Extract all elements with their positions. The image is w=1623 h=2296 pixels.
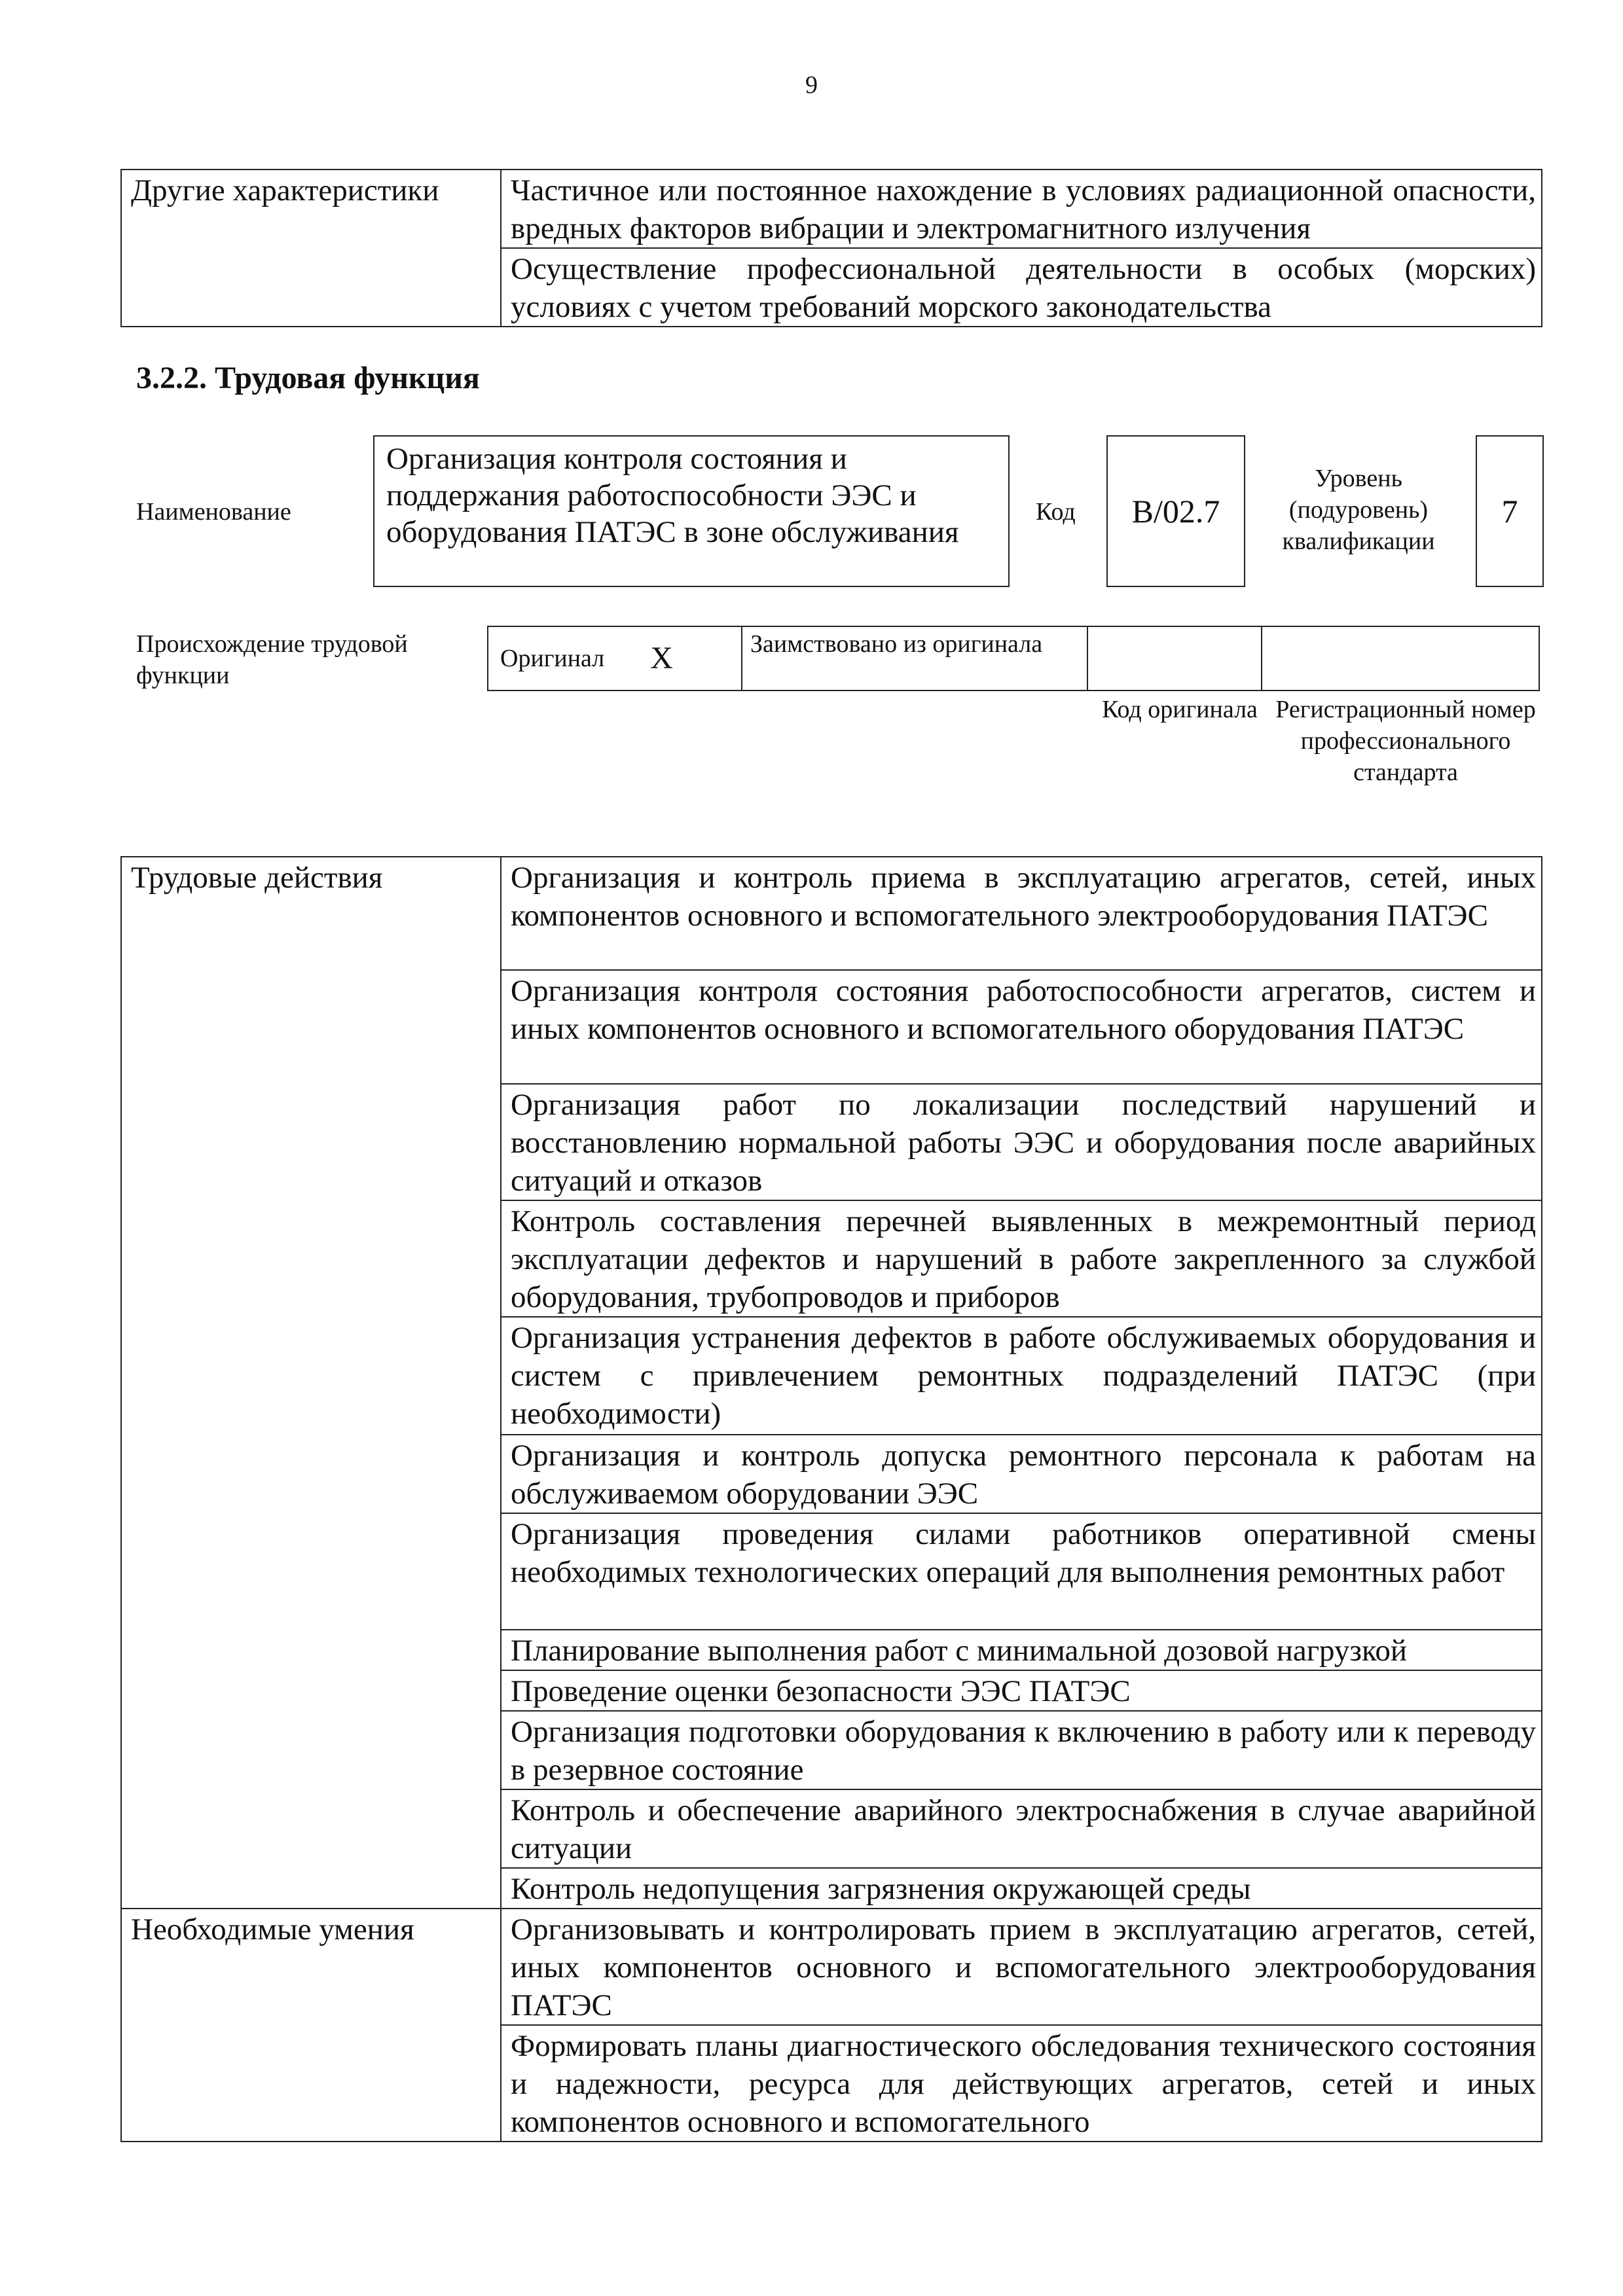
section-heading: 3.2.2. Трудовая функция: [136, 361, 480, 395]
original-cell: [487, 626, 742, 691]
level-label-line: квалификации: [1282, 528, 1435, 555]
labor-action-item: Контроль и обеспечение аварийного электроснабжения в случае аварийной ситуации: [501, 1789, 1542, 1868]
required-skills-label: Необходимые умения: [121, 1909, 501, 2142]
page-number: 9: [805, 71, 818, 99]
function-name-box: Организация контроля состояния и поддержания работоспособности ЭЭС и оборудования ПАТЭС в зоне обслуживания: [373, 435, 1010, 587]
labor-action-item: Планирование выполнения работ с минимальной дозовой нагрузкой: [501, 1630, 1542, 1670]
borrowed-cell: Заимствовано из оригинала: [741, 626, 1088, 691]
level-label-line: (подуровень): [1288, 496, 1429, 524]
other-characteristics-table: [120, 169, 1542, 327]
labor-action-item: Организация проведения силами работников оперативной смены необходимых технологических операций для выполнения ремонтных работ: [501, 1513, 1542, 1630]
original-mark: X: [650, 641, 673, 675]
level-label-line: Уровень: [1315, 465, 1402, 492]
origin-row: [488, 626, 1542, 691]
labor-action-item: Контроль составления перечней выявленных в межремонтный период эксплуатации дефектов и нарушений в работе закрепленного за службой оборудования, трубопроводов и приборов: [501, 1200, 1542, 1317]
labor-action-item: Организация контроля состояния работоспособности агрегатов, систем и иных компонентов основного и вспомогательного оборудования ПАТЭС: [501, 970, 1542, 1084]
other-characteristics-item: Частичное или постоянное нахождение в условиях радиационной опасности, вредных факторов вибрации и электромагнитного излучения: [501, 170, 1542, 248]
other-characteristics-label: Другие характеристики: [121, 170, 501, 327]
labor-action-item: Организация работ по локализации последствий нарушений и восстановлению нормальной работы ЭЭС и оборудования после аварийных ситуаций и отказов: [501, 1084, 1542, 1200]
labor-action-item: Организация и контроль приема в эксплуатацию агрегатов, сетей, иных компонентов основного и вспомогательного электрооборудования ПАТЭС: [501, 857, 1542, 970]
qualification-level-box: 7: [1476, 435, 1544, 587]
labor-action-item: Организация устранения дефектов в работе обслуживаемых оборудования и систем с привлечением ремонтных подразделений ПАТЭС (при необходимости): [501, 1317, 1542, 1435]
original-label: Оригинал: [500, 645, 605, 672]
original-code-cell: [1087, 626, 1262, 691]
function-code-box: В/02.7: [1106, 435, 1245, 587]
labor-actions-label: Трудовые действия: [121, 857, 501, 1909]
labor-action-item: Контроль недопущения загрязнения окружающей среды: [501, 1868, 1542, 1909]
required-skill-item: Организовывать и контролировать прием в эксплуатацию агрегатов, сетей, иных компонентов основного и вспомогательного электрооборудования ПАТЭС: [501, 1909, 1542, 2025]
qualification-level-label: [1260, 463, 1457, 557]
original-code-caption: Код оригинала: [1102, 696, 1258, 723]
name-label: Наименование: [136, 498, 291, 526]
registration-number-cell: [1261, 626, 1540, 691]
labor-action-item: Проведение оценки безопасности ЭЭС ПАТЭС: [501, 1670, 1542, 1711]
labor-actions-table: [120, 856, 1542, 2142]
code-label: Код: [1036, 498, 1076, 526]
other-characteristics-item: Осуществление профессиональной деятельности в особых (морских) условиях с учетом требований морского законодательства: [501, 248, 1542, 327]
labor-action-item: Организация подготовки оборудования к включению в работу или к переводу в резервное состояние: [501, 1711, 1542, 1789]
required-skill-item: Формировать планы диагностического обследования технического состояния и надежности, ресурса для действующих агрегатов, сетей и иных компонентов основного и вспомогательного: [501, 2025, 1542, 2142]
labor-action-item: Организация и контроль допуска ремонтного персонала к работам на обслуживаемом оборудовании ЭЭС: [501, 1435, 1542, 1513]
registration-number-caption: Регистрационный номер профессионального стандарта: [1275, 696, 1536, 786]
origin-label: Происхождение трудовой функции: [136, 630, 408, 689]
